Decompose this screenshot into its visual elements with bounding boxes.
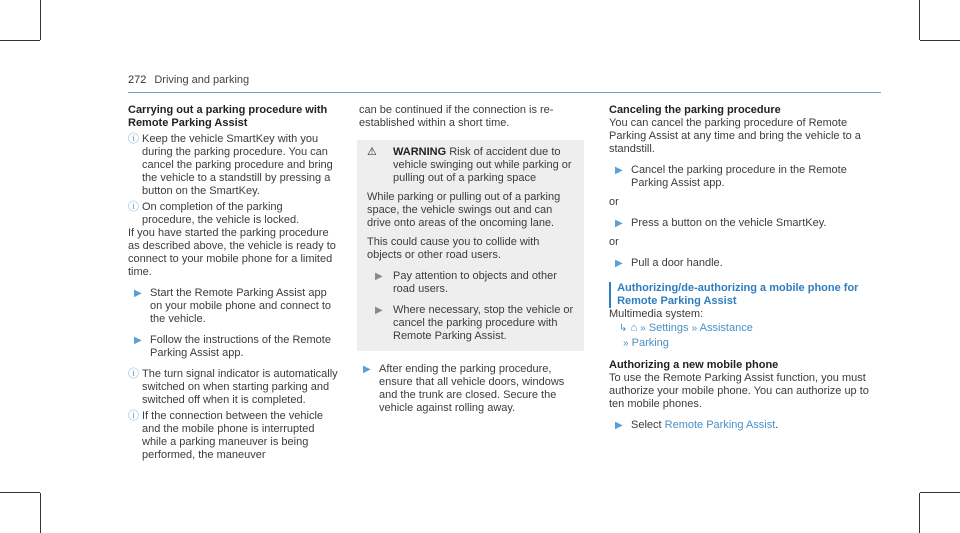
warning-box xyxy=(357,140,584,351)
authorizing-intro: To use the Remote Parking Assist function, you must authorize your mobile phone. You can authorize up to ten mobile phones. xyxy=(609,372,869,410)
section-marker-bar xyxy=(609,282,611,308)
warning-title: Risk of accident due to vehicle swinging out while parking or pulling out of a parking space xyxy=(393,146,572,184)
warning-body-1: While parking or pulling out of a parking space, the vehicle swings out and can drive onto areas of the oncoming lane. xyxy=(367,191,561,229)
page-header xyxy=(128,74,249,86)
step-after-ending: ▶ After ending the parking procedure, ensure that all vehicle doors, windows and the trunk are closed. Secure the vehicle against rolling away. xyxy=(357,363,584,415)
step-arrow-icon: ▶ xyxy=(375,305,383,316)
step-arrow-icon: ▶ xyxy=(363,364,371,375)
system-label: Multimedia system: xyxy=(609,308,704,320)
info-icon: ⓘ xyxy=(128,133,139,145)
column-3 xyxy=(609,104,869,432)
warning-step-attention: ▶ Pay attention to objects and other road users. xyxy=(367,270,574,296)
path-parking: Parking xyxy=(631,337,669,349)
step-arrow-icon: ▶ xyxy=(615,420,623,431)
note-turn-signal: ⓘ The turn signal indicator is automatically switched on when starting parking and switched off when it is completed. xyxy=(128,368,338,406)
step-arrow-icon: ▶ xyxy=(375,271,383,282)
step-arrow-icon: ▶ xyxy=(615,218,623,229)
subsection-authorizing xyxy=(609,282,869,308)
canceling-intro: You can cancel the parking procedure of Remote Parking Assist at any time and bring the vehicle to a standstill. xyxy=(609,117,861,155)
or-text: or xyxy=(609,236,619,248)
path-start-icon: ↳ xyxy=(619,323,628,334)
info-icon: ⓘ xyxy=(128,201,139,213)
crop-mark xyxy=(40,493,41,533)
crop-mark xyxy=(920,40,960,41)
note-locked: ⓘ On completion of the parking procedure, the vehicle is locked. xyxy=(128,201,300,226)
heading-carrying-out: Carrying out a parking procedure with Remote Parking Assist xyxy=(128,104,328,129)
section-title: Driving and parking xyxy=(154,74,250,86)
subsection-heading: Authorizing/de-authorizing a mobile phone for Remote Parking Assist xyxy=(617,282,859,307)
step-cancel-app: ▶ Cancel the parking procedure in the Remote Parking Assist app. xyxy=(609,164,869,190)
continued-text: can be continued if the connection is re-established within a short time. xyxy=(359,104,554,129)
path-settings: Settings xyxy=(648,322,689,334)
menu-path xyxy=(609,321,869,336)
or-text: or xyxy=(609,196,619,208)
heading-authorizing-new: Authorizing a new mobile phone xyxy=(609,359,779,371)
column-2 xyxy=(357,104,584,415)
remote-parking-assist-link: Remote Parking Assist xyxy=(664,419,776,431)
warning-label: WARNING xyxy=(393,146,447,158)
warning-body-2: This could cause you to collide with objects or other road users. xyxy=(367,236,540,261)
step-select-rpa: ▶ Select Remote Parking Assist. xyxy=(609,419,869,432)
step-arrow-icon: ▶ xyxy=(134,335,142,346)
home-icon: ⌂ xyxy=(630,322,638,334)
step-arrow-icon: ▶ xyxy=(134,288,142,299)
crop-mark xyxy=(0,40,40,41)
warning-step-stop: ▶ Where necessary, stop the vehicle or cancel the parking procedure with Remote Parking Assist. xyxy=(367,304,574,343)
crop-mark xyxy=(0,492,40,493)
step-arrow-icon: ▶ xyxy=(615,258,623,269)
crop-mark xyxy=(919,0,920,40)
warning-triangle-icon: ⚠ xyxy=(367,146,377,158)
step-follow-instructions: ▶ Follow the instructions of the Remote Parking Assist app. xyxy=(128,334,338,360)
step-arrow-icon: ▶ xyxy=(615,165,623,176)
step-pull-handle: ▶ Pull a door handle. xyxy=(609,257,869,270)
crop-mark xyxy=(920,492,960,493)
page-number: 272 xyxy=(128,74,147,86)
note-connection: ⓘ If the connection between the vehicle and the mobile phone is interrupted while a parking maneuver is being performed, the maneuver xyxy=(128,410,324,461)
column-1 xyxy=(128,104,338,462)
crop-mark xyxy=(40,0,41,40)
chevron-right-icon: » xyxy=(623,338,629,349)
step-press-button: ▶ Press a button on the vehicle SmartKey. xyxy=(609,217,869,230)
chevron-right-icon: » xyxy=(691,323,698,334)
intro-text: If you have started the parking procedure as described above, the vehicle is ready to connect to your mobile phone for a limited time. xyxy=(128,227,336,278)
crop-mark xyxy=(919,493,920,533)
header-rule xyxy=(128,92,881,93)
note-smartkey: ⓘ Keep the vehicle SmartKey with you during the parking procedure. You can cancel the parking procedure and bring the vehicle to a standstill by pressing a button on the SmartKey. xyxy=(128,133,333,197)
step-start-app: ▶ Start the Remote Parking Assist app on your mobile phone and connect to the vehicle. xyxy=(128,287,338,326)
info-icon: ⓘ xyxy=(128,368,139,380)
heading-canceling: Canceling the parking procedure xyxy=(609,104,781,116)
path-assistance: Assistance xyxy=(699,322,753,334)
chevron-right-icon: » xyxy=(640,323,646,334)
info-icon: ⓘ xyxy=(128,410,139,422)
